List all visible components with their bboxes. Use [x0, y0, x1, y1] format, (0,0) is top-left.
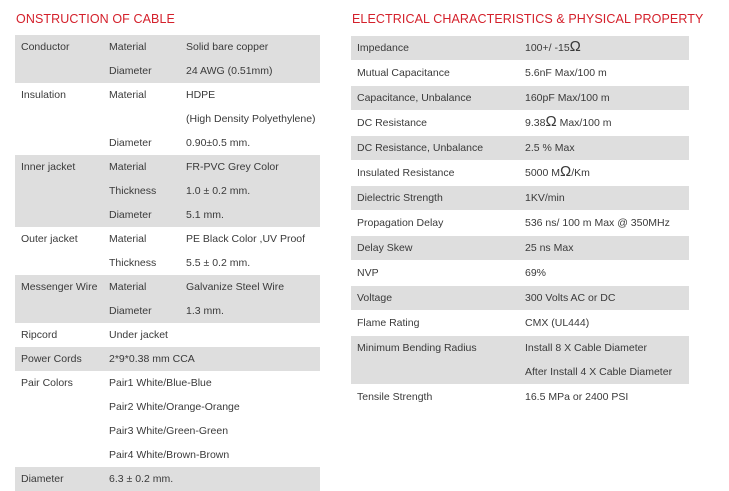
- electrical-label: Mutual Capacitance: [357, 67, 450, 79]
- construction-value: Galvanize Steel Wire: [186, 281, 285, 293]
- construction-row: [15, 299, 320, 323]
- electrical-label: Propagation Delay: [357, 217, 444, 229]
- construction-row: [15, 35, 320, 59]
- electrical-row: [351, 384, 689, 409]
- electrical-value: [525, 360, 672, 384]
- electrical-row: [351, 60, 689, 85]
- construction-property: Material: [109, 161, 147, 173]
- construction-table: [15, 35, 320, 491]
- value-text: 160pF Max/100 m: [525, 92, 610, 104]
- ohm-symbol: Ω: [560, 163, 572, 180]
- construction-group: [15, 227, 320, 275]
- construction-property: Pair1 White/Blue-Blue: [109, 377, 212, 389]
- electrical-value: [525, 336, 647, 360]
- construction-group: [15, 323, 320, 347]
- electrical-line: [351, 360, 689, 384]
- construction-group: [15, 467, 320, 491]
- electrical-line: [351, 261, 689, 285]
- construction-value: 1.0 ± 0.2 mm.: [186, 185, 251, 197]
- construction-property: Under jacket: [109, 329, 168, 341]
- electrical-line: [351, 385, 689, 409]
- electrical-row: [351, 335, 689, 384]
- electrical-line: [351, 236, 689, 260]
- electrical-table: [351, 35, 689, 409]
- value-text: 1KV/min: [525, 192, 565, 204]
- electrical-line: [351, 61, 689, 85]
- construction-row: [15, 155, 320, 179]
- electrical-value: [525, 136, 575, 160]
- electrical-label: Flame Rating: [357, 317, 420, 329]
- ohm-symbol: Ω: [545, 113, 557, 130]
- construction-property: Pair3 White/Green-Green: [109, 425, 229, 437]
- construction-property: Diameter: [109, 137, 152, 149]
- electrical-label: DC Resistance: [357, 117, 428, 129]
- electrical-label: DC Resistance, Unbalance: [357, 142, 484, 154]
- construction-property: Material: [109, 233, 147, 245]
- construction-row: [15, 131, 320, 155]
- electrical-row: [351, 185, 689, 210]
- electrical-label: Impedance: [357, 42, 409, 54]
- electrical-value: [525, 161, 590, 185]
- construction-group: [15, 83, 320, 155]
- electrical-label: Insulated Resistance: [357, 167, 455, 179]
- construction-value: (High Density Polyethylene): [186, 113, 316, 125]
- electrical-line: [351, 311, 689, 335]
- electrical-line: [351, 86, 689, 110]
- construction-row: [15, 347, 320, 371]
- construction-property: 2*9*0.38 mm CCA: [109, 353, 195, 365]
- construction-value: 5.1 mm.: [186, 209, 224, 221]
- construction-property: Material: [109, 89, 147, 101]
- value-text: 9.38: [525, 117, 546, 129]
- value-unit: Max/100 m: [556, 117, 612, 129]
- construction-label: Inner jacket: [21, 161, 76, 173]
- electrical-label: Tensile Strength: [357, 391, 433, 403]
- construction-row: [15, 467, 320, 491]
- value-unit: /Km: [571, 167, 590, 179]
- construction-label: Power Cords: [21, 353, 82, 365]
- construction-property: Diameter: [109, 65, 152, 77]
- electrical-value: [525, 111, 612, 135]
- construction-heading: ONSTRUCTION OF CABLE: [16, 12, 175, 26]
- construction-label: Outer jacket: [21, 233, 78, 245]
- value-text: 100+/ -15: [525, 42, 570, 54]
- construction-group: [15, 35, 320, 83]
- value-text: CMX (UL444): [525, 317, 590, 329]
- electrical-label: Delay Skew: [357, 242, 413, 254]
- construction-group: [15, 347, 320, 371]
- construction-row: [15, 107, 320, 131]
- construction-value: 5.5 ± 0.2 mm.: [186, 257, 251, 269]
- construction-value: 0.90±0.5 mm.: [186, 137, 251, 149]
- electrical-value: [525, 211, 670, 235]
- electrical-line: [351, 111, 689, 135]
- construction-property: Pair4 White/Brown-Brown: [109, 449, 230, 461]
- construction-value: Solid bare copper: [186, 41, 269, 53]
- electrical-row: [351, 210, 689, 235]
- construction-value: FR-PVC Grey Color: [186, 161, 279, 173]
- construction-property: 6.3 ± 0.2 mm.: [109, 473, 174, 485]
- construction-row: [15, 395, 320, 419]
- electrical-line: [351, 286, 689, 310]
- construction-property: Material: [109, 281, 147, 293]
- construction-row: [15, 59, 320, 83]
- construction-row: [15, 419, 320, 443]
- value-text: Install 8 X Cable Diameter: [525, 342, 647, 354]
- electrical-value: [525, 311, 589, 335]
- construction-value: 1.3 mm.: [186, 305, 224, 317]
- construction-row: [15, 227, 320, 251]
- construction-label: Messenger Wire: [21, 281, 98, 293]
- construction-row: [15, 203, 320, 227]
- electrical-value: [525, 385, 628, 409]
- construction-row: [15, 275, 320, 299]
- electrical-row: [351, 135, 689, 160]
- value-text: 5.6nF Max/100 m: [525, 67, 607, 79]
- construction-row: [15, 443, 320, 467]
- electrical-row: [351, 110, 689, 135]
- electrical-value: [525, 86, 610, 110]
- construction-row: [15, 371, 320, 395]
- electrical-line: [351, 211, 689, 235]
- value-text: 69%: [525, 267, 547, 279]
- construction-value: HDPE: [186, 89, 216, 101]
- electrical-line: [351, 336, 689, 360]
- construction-row: [15, 251, 320, 275]
- value-text: 536 ns/ 100 m Max @ 350MHz: [525, 217, 670, 229]
- electrical-label: Capacitance, Unbalance: [357, 92, 472, 104]
- electrical-value: [525, 261, 546, 285]
- electrical-value: [525, 186, 565, 210]
- ohm-symbol: Ω: [569, 38, 581, 55]
- construction-row: [15, 83, 320, 107]
- construction-label: Diameter: [21, 473, 64, 485]
- construction-value: PE Black Color ,UV Proof: [186, 233, 306, 245]
- value-text: 5000 M: [525, 167, 561, 179]
- electrical-value: [525, 36, 581, 60]
- value-text: After Install 4 X Cable Diameter: [525, 366, 673, 378]
- electrical-value: [525, 236, 573, 260]
- construction-property: Material: [109, 41, 147, 53]
- electrical-label: Dielectric Strength: [357, 192, 443, 204]
- electrical-row: [351, 260, 689, 285]
- electrical-value: [525, 286, 615, 310]
- electrical-row: [351, 160, 689, 185]
- electrical-line: [351, 36, 689, 60]
- electrical-row: [351, 85, 689, 110]
- construction-value: 24 AWG (0.51mm): [186, 65, 273, 77]
- construction-property: Pair2 White/Orange-Orange: [109, 401, 240, 413]
- construction-row: [15, 179, 320, 203]
- construction-group: [15, 275, 320, 323]
- electrical-row: [351, 310, 689, 335]
- electrical-heading: ELECTRICAL CHARACTERISTICS & PHYSICAL PROPERTY: [352, 12, 704, 26]
- electrical-label: Minimum Bending Radius: [357, 342, 477, 354]
- value-text: 300 Volts AC or DC: [525, 292, 616, 304]
- electrical-line: [351, 161, 689, 185]
- construction-group: [15, 155, 320, 227]
- electrical-label: Voltage: [357, 292, 393, 304]
- value-text: 2.5 % Max: [525, 142, 575, 154]
- value-text: 16.5 MPa or 2400 PSI: [525, 391, 629, 403]
- construction-property: Diameter: [109, 209, 152, 221]
- electrical-row: [351, 235, 689, 260]
- construction-label: Insulation: [21, 89, 66, 101]
- construction-label: Ripcord: [21, 329, 58, 341]
- electrical-value: [525, 61, 607, 85]
- construction-property: Thickness: [109, 257, 157, 269]
- electrical-line: [351, 186, 689, 210]
- construction-property: Thickness: [109, 185, 157, 197]
- construction-row: [15, 323, 320, 347]
- construction-property: Diameter: [109, 305, 152, 317]
- construction-group: [15, 371, 320, 467]
- value-text: 25 ns Max: [525, 242, 574, 254]
- electrical-line: [351, 136, 689, 160]
- construction-label: Conductor: [21, 41, 70, 53]
- electrical-row: [351, 35, 689, 60]
- electrical-label: NVP: [357, 267, 379, 279]
- construction-label: Pair Colors: [21, 377, 73, 389]
- electrical-row: [351, 285, 689, 310]
